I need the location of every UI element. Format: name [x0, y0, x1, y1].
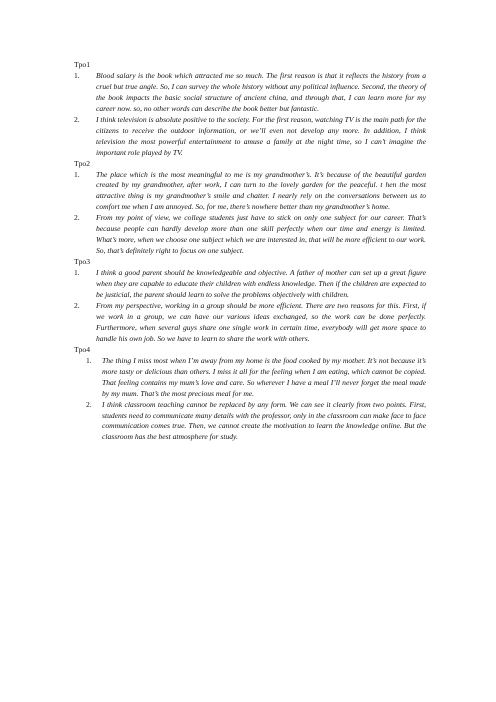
item-number: 1. [74, 268, 80, 278]
list-item [74, 400, 426, 444]
item-text: The place which is the most meaningful to me is my grandmother’s. It’s because of the beautiful garden created by my grandmother, after work, I can turn to the lovely garden for the peaceful. t hen the most attractive thing is my grandmother’s smile and chatter. I nearly rely on the conversations between us to comfort me when I am annoyed. So, for me, there’s nowhere better than my grandmother’s home. [96, 169, 426, 212]
item-text: The thing I miss most when I’m away from my home is the food cooked by my mother. It’s not because it’s more tasty or delicious than others. I miss it all for the feeling when I am eating, which cannot be copied. That feeling contains my mum’s love and care. So wherever I have a meal I’ll never forget the meal made by my mum. That’s the most precious meal for me. [102, 355, 426, 398]
item-number: 2. [86, 399, 92, 409]
item-text: From my point of view, we college students just have to stick on only one subject for our career. That’s because people can hardly develop more than one skill perfectly when our time and energy is limited. What’s more, when we choose one subject which we are interested in, that will be more efficient to our work. So, that’s definitely right to focus on one subject. [96, 213, 426, 256]
section-label: Tpo4 [74, 344, 91, 354]
list-item [74, 268, 426, 301]
section-tpo3 [74, 257, 426, 345]
document-page [74, 60, 426, 443]
list-item [74, 71, 426, 115]
item-number: 1. [74, 169, 80, 179]
section-tpo2 [74, 159, 426, 258]
section-tpo4 [74, 345, 426, 444]
list-item [74, 170, 426, 214]
item-text: I think classroom teaching cannot be replaced by any form. We can see it clearly from two points. First, students need to communicate many details with the professor, only in the classroom can make face to face communication comes true. Then, we cannot create the motivation to learn the knowledge online. But the classroom has the best atmosphere for study. [102, 399, 426, 442]
section-label: Tpo2 [74, 158, 91, 168]
list-item [74, 213, 426, 257]
item-number: 2. [74, 213, 80, 223]
item-number: 2. [74, 300, 80, 310]
item-number: 1. [74, 70, 80, 80]
item-text: I think a good parent should be knowledgeable and objective. A father of mother can set up a great figure when they are capable to educate their children with endless knowledge. Then if the children are expected to be justicial, the parent should learn to solve the problems objectively with children. [96, 268, 426, 300]
item-text: Blood salary is the book which attracted me so much. The first reason is that it reflects the history from a cruel but true angle. So, I can survey the whole history without any political influence. Second, the theory of the book impacts the basic social structure of ancient china, and through that, I can learn more for my career now. so, no other words can describe the book better but fantastic. [96, 70, 426, 113]
item-text: From my perspective, working in a group should be more efficient. There are two reasons for this. First, if we work in a group, we can have our various ideas exchanged, so the work can be done perfectly. Furthermore, when several guys share one single work in certain time, everybody will get more space to handle his own job. So we have to learn to share the work with others. [96, 300, 426, 343]
section-label: Tpo1 [74, 60, 91, 69]
item-number: 2. [74, 114, 80, 124]
item-text: I think television is absolute positive to the society. For the first reason, watching TV is the main path for the citizens to receive the outdoor information, or we’ll even not develop any more. In addition, I think television the most powerful entertainment to amuse a family at the night time, so I can’t imagine the important role played by TV. [96, 114, 426, 157]
section-tpo1 [74, 60, 426, 159]
list-item [74, 115, 426, 159]
section-label: Tpo3 [74, 257, 91, 267]
item-number: 1. [86, 355, 92, 365]
list-item [74, 301, 426, 345]
list-item [74, 356, 426, 400]
